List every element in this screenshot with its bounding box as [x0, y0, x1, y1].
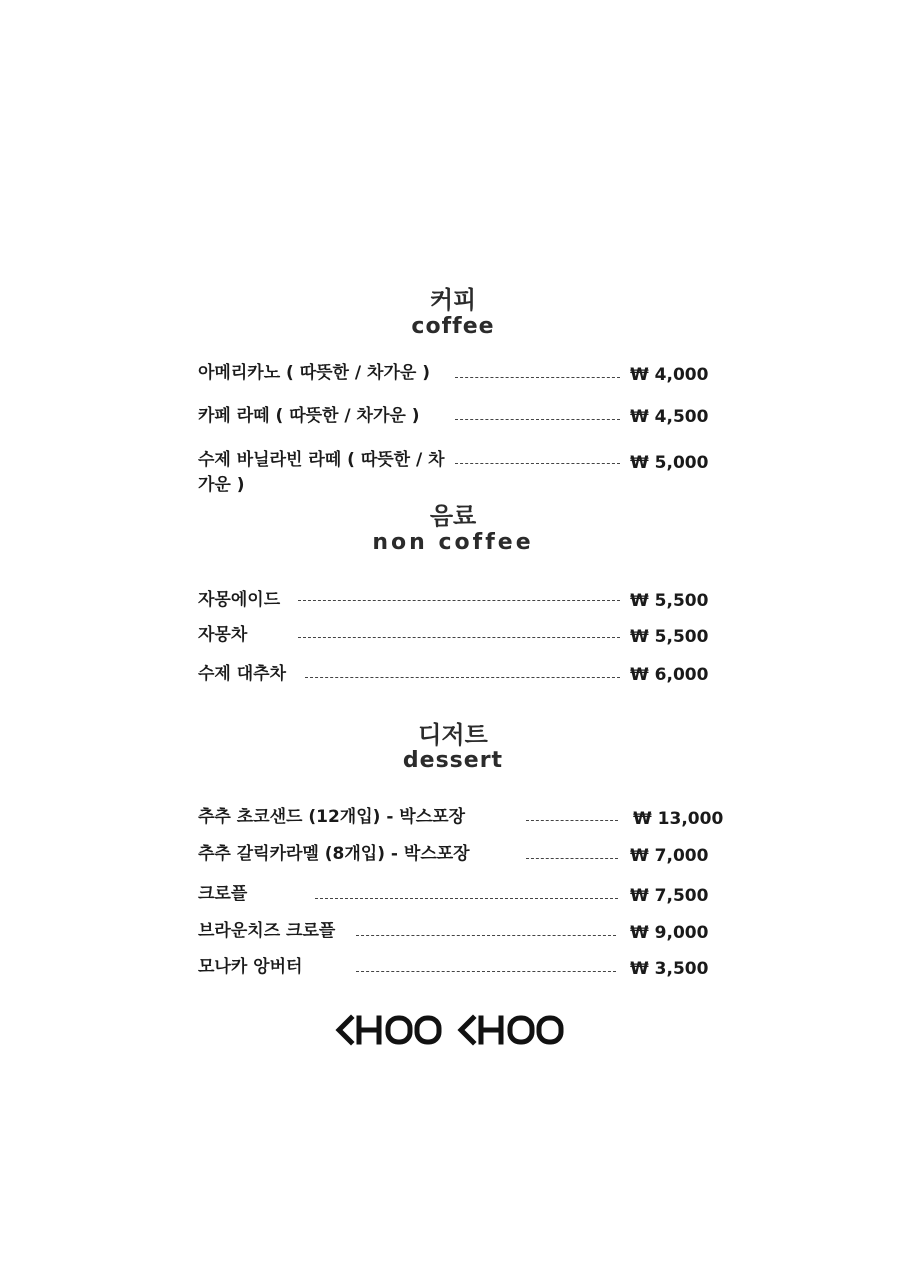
leader-dots: [455, 377, 620, 378]
leader-dots: [298, 600, 620, 601]
menu-item-name: 모나카 앙버터: [198, 957, 303, 977]
menu-item-price: ₩ 7,500: [630, 886, 709, 906]
menu-item-name: 크로플: [198, 884, 248, 904]
logo-letter-c-2: [461, 1018, 473, 1042]
leader-dots: [455, 463, 620, 464]
leader-dots: [356, 971, 616, 972]
section-title-dessert-en: dessert: [402, 748, 504, 773]
menu-item-name: 카페 라떼 ( 따뜻한 / 차가운 ): [198, 406, 420, 426]
leader-dots: [526, 858, 618, 859]
leader-dots: [356, 935, 616, 936]
menu-item-name: 브라운치즈 크로플: [198, 921, 336, 941]
brand-logo: [0, 1008, 906, 1056]
menu-item-price: ₩ 6,000: [630, 665, 709, 685]
leader-dots: [526, 820, 618, 821]
section-title-noncoffee-en: non coffee: [372, 530, 534, 555]
section-title-coffee-en: coffee: [411, 314, 495, 339]
menu-item-price: ₩ 4,500: [630, 407, 709, 427]
menu-item-price: ₩ 5,500: [630, 591, 709, 611]
menu-item-name: 수제 바닐라빈 라떼 ( 따뜻한 / 차가운 ): [198, 450, 445, 495]
menu-item-price: ₩ 5,000: [630, 453, 709, 473]
section-title-coffee-ko: 커피: [429, 286, 477, 314]
menu-item-price: ₩ 9,000: [630, 923, 709, 943]
menu-item-price: ₩ 5,500: [630, 627, 709, 647]
menu-item-name: 추추 초코샌드 (12개입) - 박스포장: [198, 807, 465, 827]
section-title-dessert-ko: 디저트: [418, 721, 488, 749]
menu-item-name: 자몽에이드: [198, 590, 281, 610]
menu-item-price: ₩ 7,000: [630, 846, 709, 866]
section-title-noncoffee-ko: 음료: [429, 502, 477, 530]
menu-item-name: 자몽차: [198, 625, 248, 645]
menu-item-name: 추추 갈릭카라멜 (8개입) - 박스포장: [198, 844, 470, 864]
choo-choo-logo: [333, 1008, 573, 1052]
leader-dots: [315, 898, 618, 899]
logo-letter-c: [339, 1018, 351, 1042]
leader-dots: [298, 637, 620, 638]
menu-item-price: ₩ 3,500: [630, 959, 709, 979]
menu-item-name: 아메리카노 ( 따뜻한 / 차가운 ): [198, 363, 430, 383]
leader-dots: [455, 419, 620, 420]
menu-item-price: ₩ 4,000: [630, 365, 709, 385]
leader-dots: [305, 677, 620, 678]
menu-item-name: 수제 대추차: [198, 664, 287, 684]
menu-item-price: ₩ 13,000: [633, 809, 724, 829]
